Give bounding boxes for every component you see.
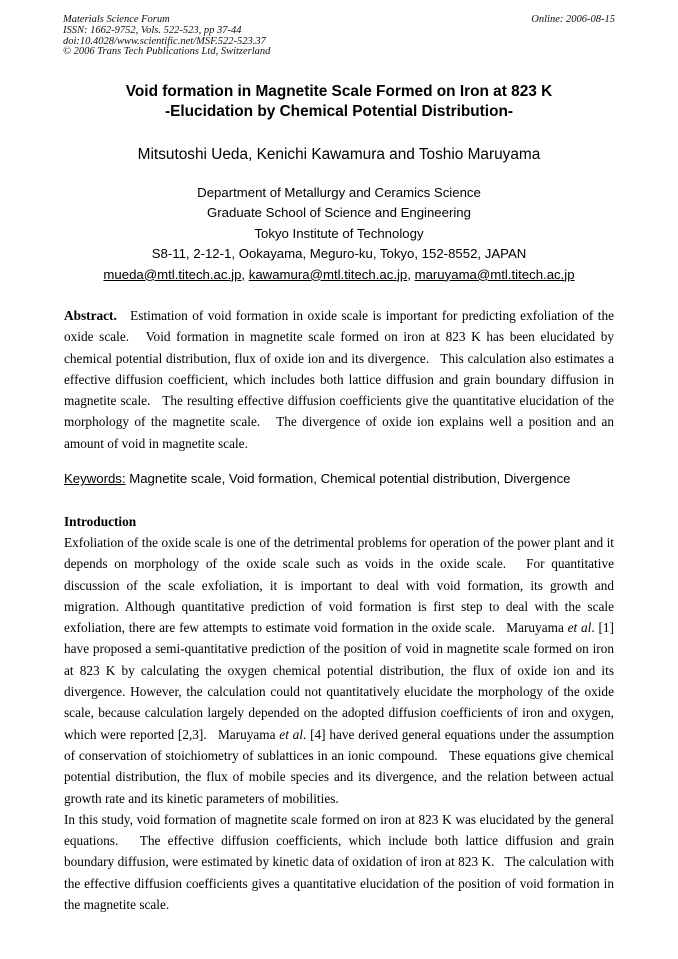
online-date: Online: 2006-08-15 — [531, 14, 615, 25]
intro-text: Exfoliation of the oxide scale is one of the detrimental problems for operation of the power plant and it depends on morphology of the oxide scale such as voids in the oxide scale. For quantitative discussion of the scale exfoliation, it is important to deal with void formation, its growth and migration. Although quantitative prediction of void formation is first step to deal with the scale exfoliation, there are few attempts to estimate void formation in the oxide scale. Maruyama — [64, 535, 618, 636]
email-link-maruyama[interactable]: maruyama@mtl.titech.ac.jp — [414, 266, 575, 282]
title-line-1: Void formation in Magnetite Scale Formed on Iron at 823 K — [125, 83, 553, 100]
journal-header — [63, 15, 270, 58]
abstract-label: Abstract. — [64, 308, 117, 323]
intro-paragraph-2: In this study, void formation of magnetite scale formed on iron at 823 K was elucidated by the general equations. The effective diffusion coefficients, which include both lattice diffusion and grain boundary diffusion, were estimated by kinetic data of oxidation of iron at 823 K. The calculation with the effective diffusion coefficients gives a quantitative elucidation of the position of void formation in the magnetite scale. — [64, 811, 618, 913]
copyright-line: © 2006 Trans Tech Publications Ltd, Switzerland — [63, 46, 271, 58]
et-al: et al — [279, 726, 303, 742]
department: Department of Metallurgy and Ceramics Science — [197, 185, 481, 200]
abstract — [64, 305, 618, 454]
keywords-label: Keywords: — [64, 471, 126, 486]
email-link-kawamura[interactable]: kawamura@mtl.titech.ac.jp — [248, 266, 408, 282]
email-separator: , — [407, 266, 415, 282]
affiliation — [0, 183, 678, 285]
journal-name: Materials Science Forum — [63, 14, 170, 25]
address: S8-11, 2-12-1, Ookayama, Meguro-ku, Tokyo, 152-8552, JAPAN — [151, 246, 527, 262]
authors: Mitsutoshi Ueda, Kenichi Kawamura and Toshio Maruyama — [137, 146, 541, 163]
institute: Tokyo Institute of Technology — [254, 225, 424, 241]
intro-text: . [1] have proposed a semi-quantitative prediction of the position of void in magnetite scale formed on iron at 823 K by calculating the oxygen chemical potential distribution, the flux of oxide ion and its divergence. However, the calculation could not quantitatively elucidate the morphology of the oxide scale, because calculation largely depended on the adopted diffusion coefficients of iron and oxygen, which were reported [2,3]. Maruyama — [64, 620, 618, 742]
introduction-body — [64, 532, 618, 915]
paper-title — [0, 82, 678, 122]
email-list — [0, 265, 678, 285]
issn-line: ISSN: 1662-9752, Vols. 522-523, pp 37-44 — [63, 24, 242, 36]
title-line-2: -Elucidation by Chemical Potential Distribution- — [164, 103, 514, 120]
intro-text: . [4] have derived general equations under the assumption of conservation of stoichiometry of sublattices in an ionic compound. These equations give chemical potential distribution, the flux of mobile species and its divergence, and the relation between actual growth rate and its kinetic parameters of mobilities. — [64, 726, 618, 806]
intro-paragraph-1 — [64, 532, 618, 809]
introduction-heading: Introduction — [64, 514, 137, 529]
keywords-text: Magnetite scale, Void formation, Chemical potential distribution, Divergence — [125, 471, 571, 486]
abstract-text: Estimation of void formation in oxide scale is important for predicting exfoliation of the oxide scale. Void formation in magnetite scale formed on iron at 823 K has been elucidated by chemical potential distribution, flux of oxide ion and its divergence. This calculation also estimates a effective diffusion coefficient, which includes both lattice diffusion and grain boundary diffusion in magnetite scale. The resulting effective diffusion coefficients give the quantitative elucidation of the morphology of the magnetite scale. The divergence of oxide ion explains well a position and an amount of void in magnetite scale. — [64, 308, 618, 451]
email-separator: , — [241, 266, 249, 282]
keywords — [64, 469, 624, 489]
email-link-ueda[interactable]: mueda@mtl.titech.ac.jp — [103, 266, 242, 282]
doi-line: doi:10.4028/www.scientific.net/MSF.522-523.37 — [63, 35, 266, 47]
et-al: et al — [567, 620, 592, 636]
school: Graduate School of Science and Engineering — [207, 205, 471, 221]
